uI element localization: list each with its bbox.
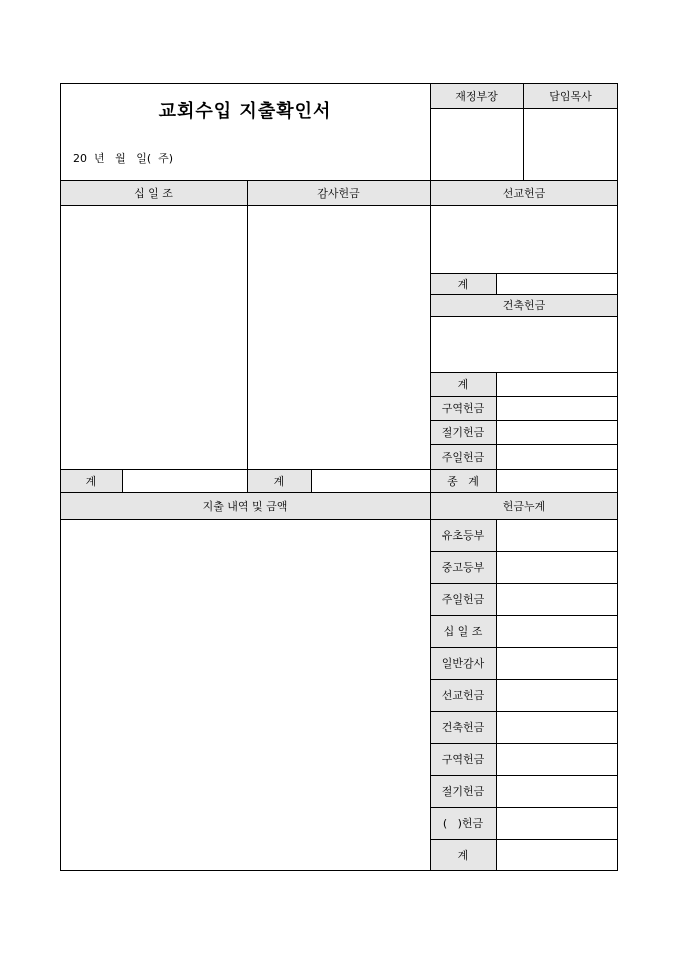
mission-header: 선교헌금: [502, 186, 546, 200]
cumulative-row-label: 구역헌금: [441, 753, 485, 766]
sunday-offering-label: 주일헌금: [441, 450, 485, 464]
cumulative-row-label: 유초등부: [441, 529, 485, 542]
cumulative-row-label: 중고등부: [441, 561, 485, 574]
cumulative-row-label: 주일헌금: [441, 593, 485, 606]
grand-total-label: 종 계: [447, 474, 479, 488]
cumulative-row-label: 일반감사: [441, 657, 485, 670]
cumulative-header: 헌금누계: [502, 499, 546, 513]
seasonal-offering-label: 절기헌금: [441, 426, 485, 439]
thanks-total-label: 계: [273, 474, 285, 488]
cumulative-row-label: 십 일 조: [443, 625, 483, 638]
thanks-header: 감사헌금: [317, 186, 360, 200]
sign-col-pastor: 담임목사: [549, 89, 592, 103]
form-title: 교회수입 지출확인서: [158, 101, 332, 122]
cumulative-row-label: 절기헌금: [441, 785, 485, 798]
expense-header: 지출 내역 및 금액: [202, 499, 288, 513]
cumulative-total-label: 계: [457, 849, 469, 862]
building-total-label: 계: [457, 378, 469, 391]
tithe-total-label: 계: [85, 474, 97, 488]
building-header: 건축헌금: [502, 299, 546, 312]
cumulative-row-label: 선교헌금: [441, 689, 485, 702]
cumulative-row-label: ( )헌금: [442, 817, 484, 830]
date-line: 20 년 월 일( 주): [73, 152, 174, 165]
sign-col-finance: 재정부장: [455, 89, 498, 103]
mission-total-label: 계: [457, 277, 469, 291]
tithe-header: 십 일 조: [134, 186, 173, 200]
cumulative-row-label: 건축헌금: [441, 721, 485, 734]
district-offering-label: 구역헌금: [441, 402, 485, 415]
